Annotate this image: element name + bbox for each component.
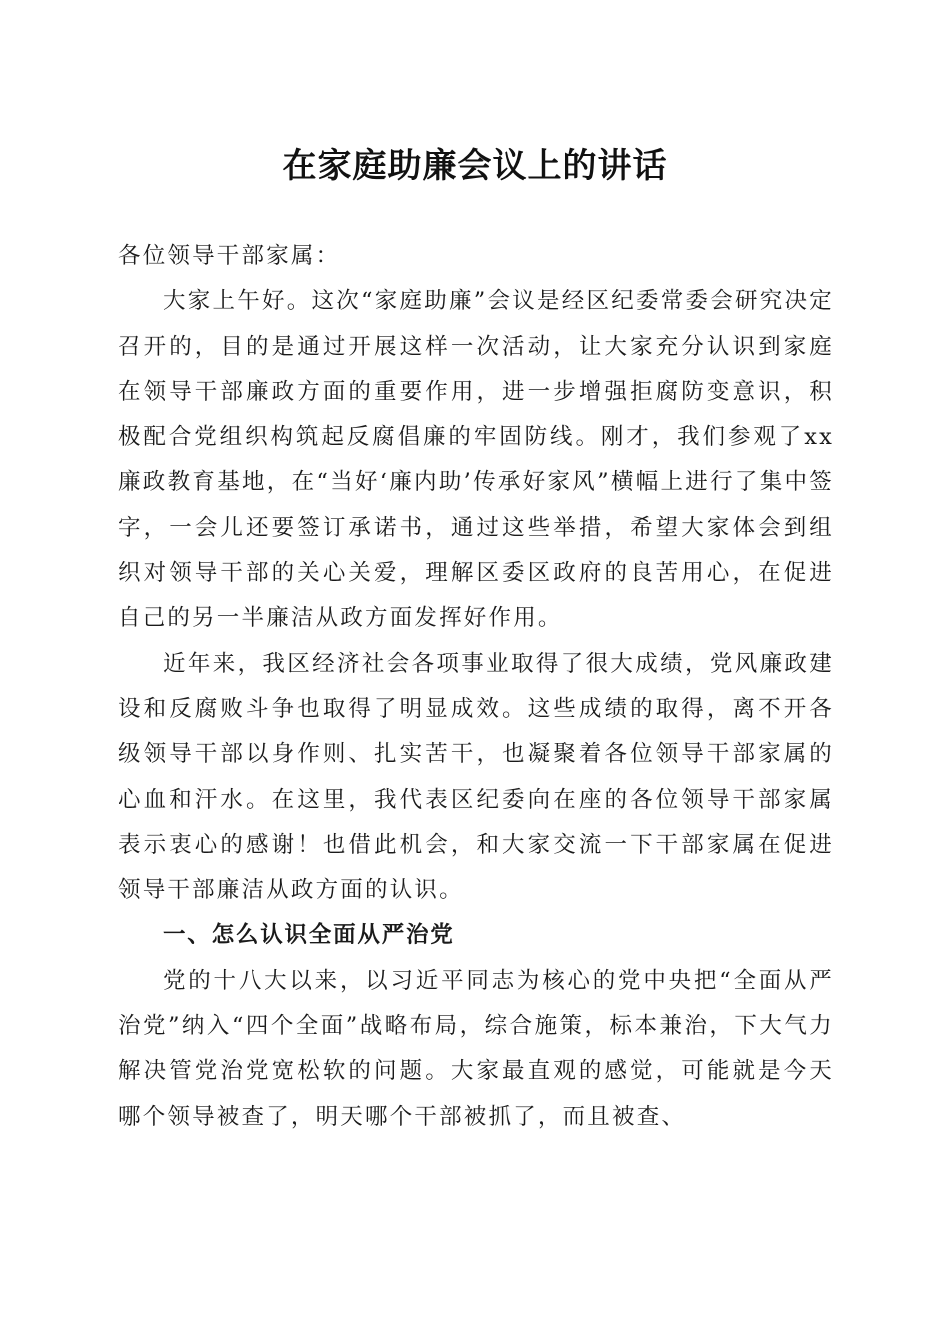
salutation: 各位领导干部家属：: [118, 243, 341, 269]
paragraph-achievements: 近年来，我区经济社会各项事业取得了很大成绩，党风廉政建设和反腐败斗争也取得了明显成效。这些成绩的取得，离不开各级领导干部以身作则、扎实苦干，也凝聚着各位领导干部家属的心血和汗水。在这里，我代表区纪委向在座的各位领导干部家属表示衷心的感谢！也借此机会，和大家交流一下干部家属在促进领导干部廉洁从政方面的认识。: [118, 650, 834, 904]
document-body: [118, 234, 834, 1140]
section-heading: 一、怎么认识全面从严治党: [163, 922, 455, 949]
paragraph-greeting: 大家上午好。这次“家庭助廉”会议是经区纪委常委会研究决定召开的，目的是通过开展这样一次活动，让大家充分认识到家庭在领导干部廉政方面的重要作用，进一步增强拒腐防变意识，积极配合党组织构筑起反腐倡廉的牢固防线。刚才，我们参观了xx廉政教育基地，在“当好‘廉内助’传承好家风”横幅上进行了集中签字，一会儿还要签订承诺书，通过这些举措，希望大家体会到组织对领导干部的关心关爱，理解区委区政府的良苦用心，在促进自己的另一半廉洁从政方面发挥好作用。: [118, 288, 834, 632]
document-title: 在家庭助廉会议上的讲话: [282, 146, 668, 186]
paragraph-section-one: 党的十八大以来，以习近平同志为核心的党中央把“全面从严治党”纳入“四个全面”战略布局，综合施策，标本兼治，下大气力解决管党治党宽松软的问题。大家最直观的感觉，可能就是今天哪个领导被查了，明天哪个干部被抓了，而且被查、: [118, 967, 834, 1130]
